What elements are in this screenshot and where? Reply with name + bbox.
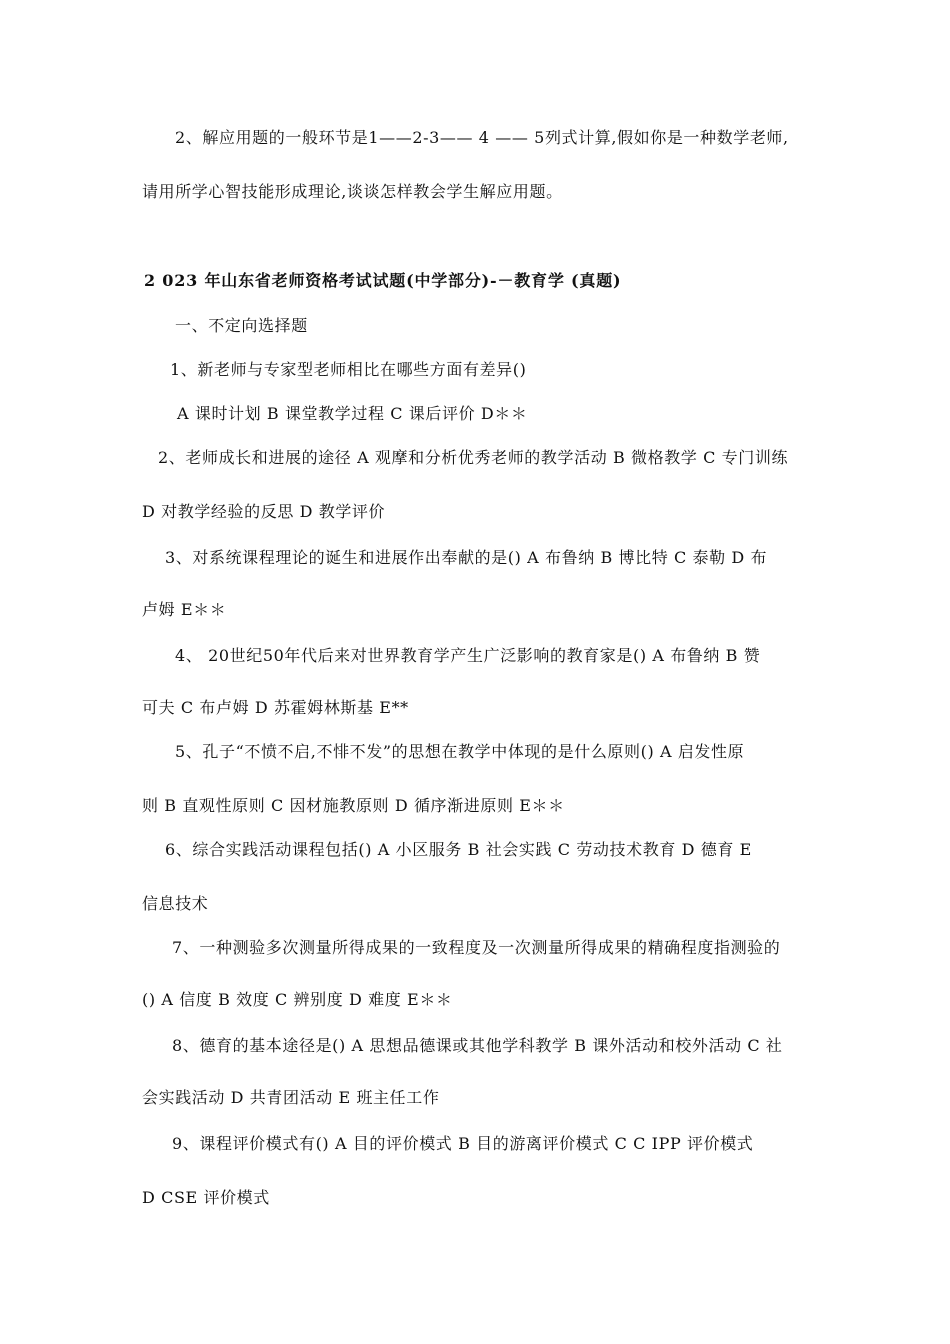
question-5-line-2: 则 B 直观性原则 C 因材施教原则 D 循序渐进原则 E＊＊ — [142, 796, 565, 815]
question-9-line-2: D CSE 评价模式 — [142, 1188, 270, 1207]
section-subtitle: 一、不定向选择题 — [175, 316, 308, 335]
section-title: 2 023 年山东省老师资格考试试题(中学部分)-－教育学 (真题) — [144, 271, 622, 290]
question-7-line-2: () A 信度 B 效度 C 辨别度 D 难度 E＊＊ — [142, 990, 453, 1009]
question-1-options: A 课时计划 B 课堂教学过程 C 课后评价 D＊＊ — [177, 404, 528, 423]
question-2-line-1: 2、老师成长和进展的途径 A 观摩和分析优秀老师的教学活动 B 微格教学 C 专门训练 — [158, 448, 789, 467]
question-8-line-2: 会实践活动 D 共青团活动 E 班主任工作 — [142, 1088, 440, 1107]
intro-line-2: 请用所学心智技能形成理论,谈谈怎样教会学生解应用题。 — [142, 182, 563, 201]
question-5-line-1: 5、孔子“不愤不启,不悱不发”的思想在教学中体现的是什么原则() A 启发性原 — [175, 742, 745, 761]
question-6-line-1: 6、综合实践活动课程包括() A 小区服务 B 社会实践 C 劳动技术教育 D 德育 E — [165, 840, 752, 859]
question-1-line-1: 1、新老师与专家型老师相比在哪些方面有差异() — [170, 360, 527, 379]
question-6-line-2: 信息技术 — [142, 894, 209, 913]
intro-line-1: 2、解应用题的一般环节是1——2-3—— 4 —— 5列式计算,假如你是一种数学老师, — [175, 128, 789, 147]
question-4-line-1: 4、 20世纪50年代后来对世界教育学产生广泛影响的教育家是() A 布鲁纳 B 赞 — [175, 646, 761, 665]
question-7-line-1: 7、一种测验多次测量所得成果的一致程度及一次测量所得成果的精确程度指测验的 — [172, 938, 781, 957]
question-3-line-1: 3、对系统课程理论的诞生和进展作出奉献的是() A 布鲁纳 B 博比特 C 泰勒 D 布 — [165, 548, 768, 567]
question-4-line-2: 可夫 C 布卢姆 D 苏霍姆林斯基 E** — [142, 698, 409, 717]
question-2-line-2: D 对教学经验的反思 D 教学评价 — [142, 502, 386, 521]
question-9-line-1: 9、课程评价模式有() A 目的评价模式 B 目的游离评价模式 C C IPP 评价模式 — [172, 1134, 754, 1153]
question-8-line-1: 8、德育的基本途径是() A 思想品德课或其他学科教学 B 课外活动和校外活动 C 社 — [172, 1036, 783, 1055]
question-3-line-2: 卢姆 E＊＊ — [142, 600, 227, 619]
